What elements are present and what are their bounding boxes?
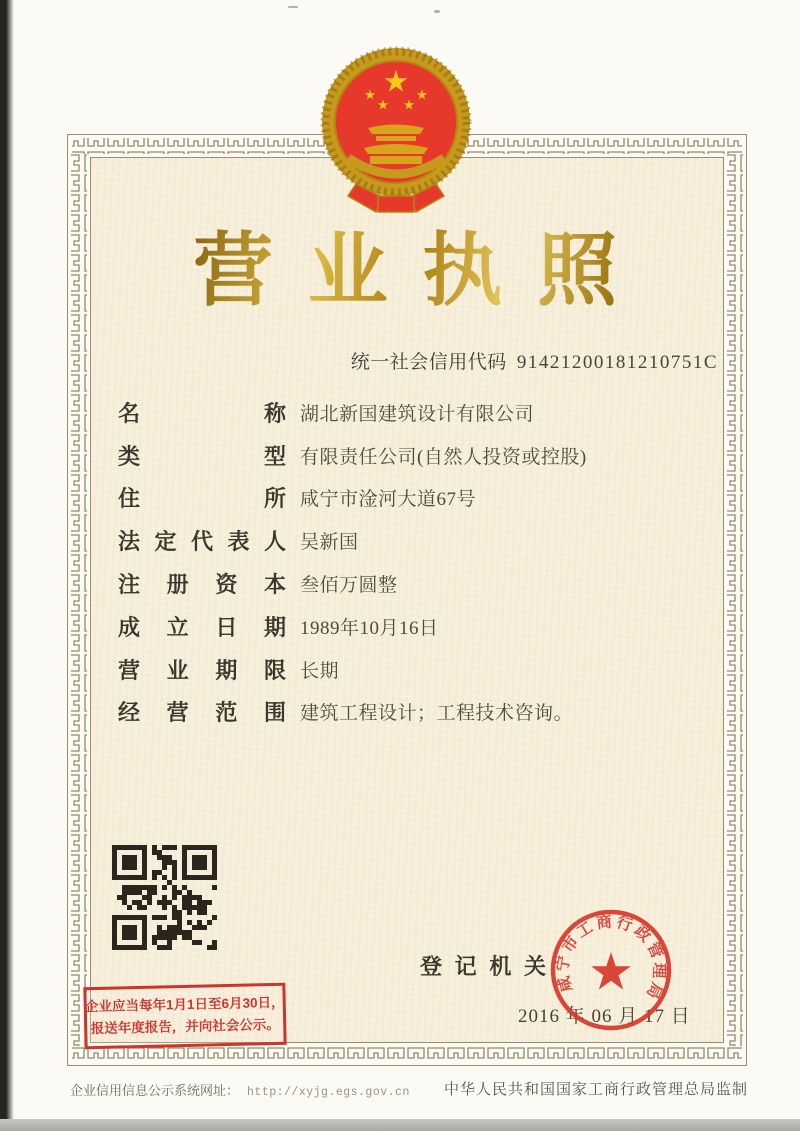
field-row-founded: [118, 605, 742, 648]
qr-code: [112, 845, 217, 950]
footer-issuer: 中华人民共和国国家工商行政管理总局监制: [443, 1082, 748, 1098]
field-row-address: [118, 477, 742, 520]
field-row-capital: [118, 562, 742, 605]
scan-speck: [288, 6, 298, 8]
field-label: 成立日期: [118, 614, 286, 640]
national-emblem: [318, 42, 474, 222]
field-row-term: [118, 648, 742, 691]
field-row-name: [118, 391, 742, 434]
field-row-type: [118, 434, 742, 477]
footer-site-label: 企业信用信息公示系统网址：: [70, 1083, 240, 1098]
field-label: 注册资本: [118, 572, 286, 598]
field-value: 叁佰万圆整: [300, 575, 398, 597]
field-label: 名称: [118, 400, 286, 426]
field-label: 住所: [118, 486, 286, 512]
notice-line-2: 报送年度报告，并向社会公示。: [90, 1016, 280, 1037]
footer-site-url: http://xyjg.egs.gov.cn: [247, 1086, 410, 1099]
field-row-legal-rep: [118, 519, 742, 562]
seal-star: [591, 952, 631, 990]
field-value: 建筑工程设计；工程技术咨询。: [300, 703, 574, 725]
field-row-scope: [118, 691, 742, 734]
registration-authority-label: 登记机关: [420, 954, 546, 979]
annual-report-notice: [83, 983, 286, 1050]
license-fields: [118, 391, 742, 733]
field-value: 吴新国: [300, 532, 359, 554]
field-label: 法定代表人: [118, 529, 286, 555]
seal-text: 咸宁市工商行政管理局: [554, 913, 668, 1004]
official-seal-stamp: [546, 905, 676, 1035]
field-label: 经营范围: [118, 700, 286, 726]
registration-date: 2016 年 06 月 17 日: [518, 1006, 691, 1027]
field-value: 湖北新国建筑设计有限公司: [300, 403, 535, 425]
scan-left-edge-shadow: [0, 0, 14, 1122]
notice-line-1: 企业应当每年1月1日至6月30日，: [84, 995, 285, 1015]
field-label: 类型: [118, 443, 286, 469]
field-label: 营业期限: [118, 657, 286, 683]
credit-code-row: [0, 347, 718, 374]
field-value: 咸宁市淦河大道67号: [300, 489, 477, 511]
credit-code-label: 统一社会信用代码: [350, 352, 507, 373]
field-value: 长期: [300, 660, 340, 682]
scan-bottom-edge: [0, 1119, 800, 1131]
license-title: 营业执照: [193, 228, 617, 316]
field-value: 1989年10月16日: [300, 617, 439, 639]
field-value: 有限责任公司(自然人投资或控股): [300, 446, 587, 468]
scan-speck: [434, 10, 440, 13]
footer-publicity-site: [70, 1080, 410, 1099]
credit-code-value: 91421200181210751C: [516, 352, 718, 373]
